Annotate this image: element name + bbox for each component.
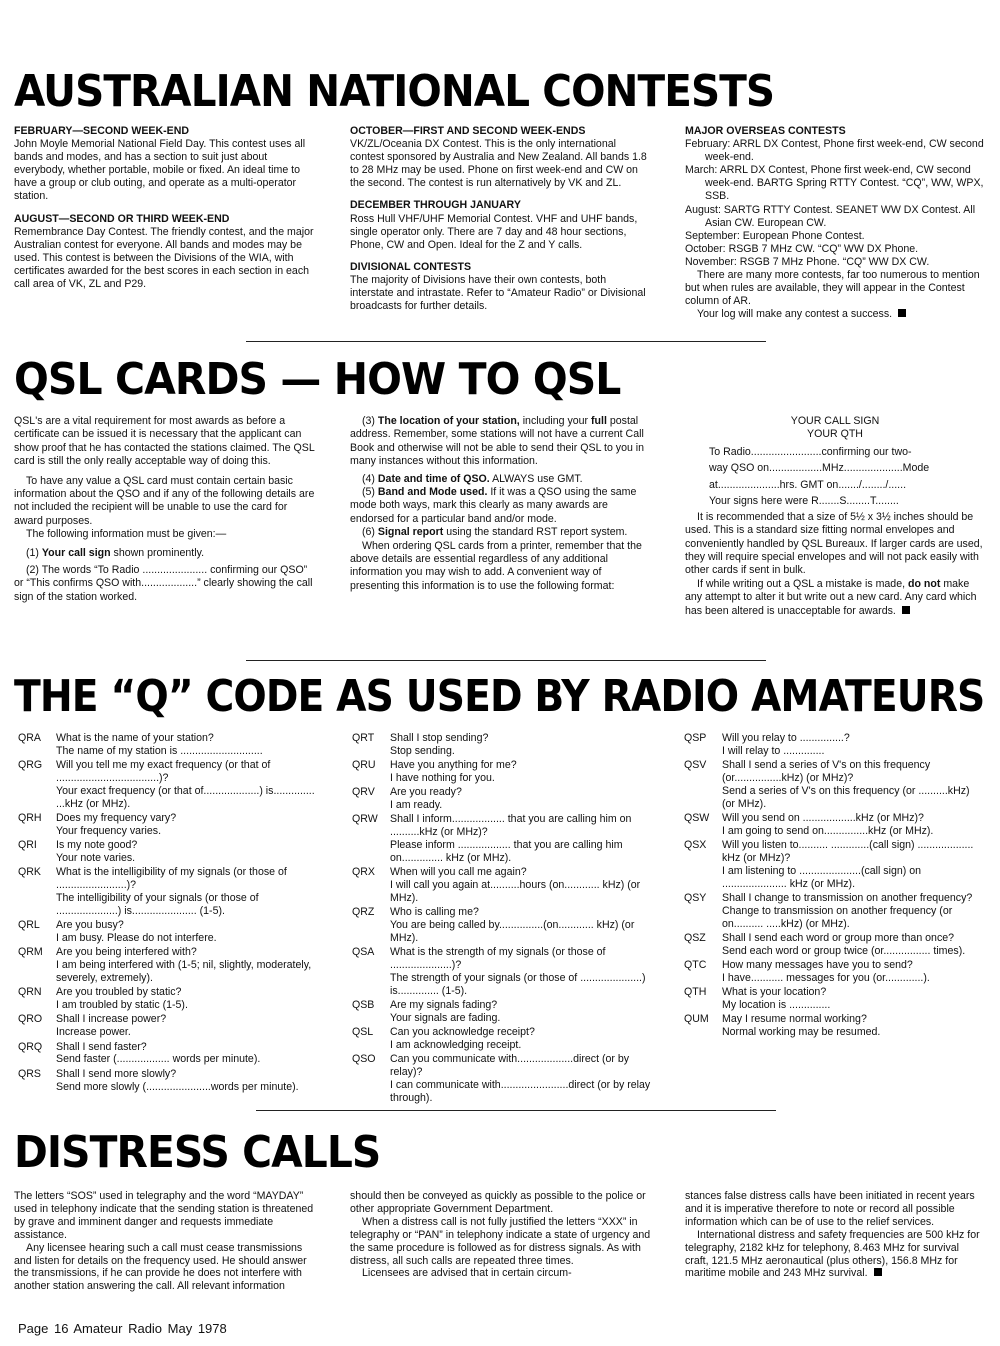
distress-para-1: The letters “SOS” used in telegraphy and the word “MAYDAY” used in telephony indicate that the sending station is threatened by grave and imminent danger and requests immediate assistance. (14, 1190, 314, 1241)
qcode-entry (352, 1053, 652, 1105)
contest-heading: DIVISIONAL CONTESTS (350, 260, 472, 273)
form-line-2: way QSO on..................MHz....................Mode (709, 462, 930, 475)
qcode-question: May I resume normal working? (722, 1013, 867, 1026)
qcode-question: When will you call me again? (390, 866, 527, 879)
qcode-abbrev: QSX (684, 839, 707, 852)
qcode-text (56, 919, 318, 945)
log-success-text: Your log will make any contest a success. (685, 308, 985, 321)
qcode-question: Who is calling me? (390, 906, 479, 919)
qcode-answer: Your note varies. (56, 852, 136, 865)
qcode-abbrev: QSO (352, 1053, 376, 1066)
qcode-entry (684, 839, 985, 891)
divider-2 (246, 660, 766, 661)
magazine-page (14, 0, 990, 1346)
qcode-answer: I am busy. Please do not interfere. (56, 932, 217, 945)
qcode-text (56, 946, 318, 985)
qcode-answer: I will relay to .............. (722, 744, 825, 757)
qcode-abbrev: QRI (18, 839, 37, 852)
divider-1 (246, 341, 766, 342)
contest-heading: DECEMBER THROUGH JANUARY (350, 199, 521, 212)
qcode-entry (684, 932, 985, 958)
qcode-text (722, 986, 985, 1012)
qcode-text (722, 959, 985, 985)
qcode-question: Have you anything for me? (390, 759, 517, 772)
qcode-text (722, 759, 985, 811)
qcode-question: What is the intelligibility of my signals (or those of ........................)? (56, 866, 287, 892)
overseas-contest-item: March: ARRL DX Contest, Phone first week-end, CW second week-end. BARTG Spring RTTY Contest. “CQ”, WW, WPX, SSB. (685, 164, 984, 203)
qcode-abbrev: QRH (18, 812, 42, 825)
overseas-contest-item: September: European Phone Contest. (685, 229, 865, 242)
qcode-abbrev: QRG (18, 759, 43, 772)
distress-para-2: Any licensee hearing such a call must cease transmissions and listen for details on the frequency used. He should answer the transmissions, if he can provide he does not interfere with another station answering the call. All relevant information (14, 1241, 307, 1293)
qcode-answer: Change to transmission on another frequency (or on.......... .....kHz) (or MHz). (722, 904, 953, 930)
qcode-text (722, 732, 985, 758)
qcode-answer: I have nothing for you. (390, 772, 495, 785)
more-contests-text: There are many more contests, far too numerous to mention but when rules are available, they will appear in the Contest column of AR. (685, 269, 980, 308)
qcode-abbrev: QRT (352, 732, 375, 744)
qcode-text (56, 1013, 318, 1039)
qcode-text (390, 1026, 652, 1052)
end-square-icon (874, 1268, 882, 1276)
qcode-question: Can you communicate with...................direct (or by relay)? (390, 1053, 630, 1079)
qcode-question: Are you troubled by static? (56, 986, 182, 999)
qcode-answer: Your signals are fading. (390, 1012, 501, 1025)
qcode-abbrev: QRZ (352, 906, 375, 919)
qcode-entry (18, 986, 318, 1012)
qsl-info-lead: The following information must be given:— (26, 528, 227, 541)
qcode-abbrev: QSL (352, 1026, 374, 1039)
qcode-answer: Your exact frequency (or that of...................) is.............. ...kHz (or MHz). (56, 784, 315, 810)
qcode-text (56, 1068, 318, 1094)
qcode-col-1 (18, 732, 318, 1095)
qcode-question: Are you busy? (56, 919, 124, 932)
qcode-abbrev: QRA (18, 732, 41, 744)
qcode-question: Is my note good? (56, 839, 138, 852)
distress-para-3: should then be conveyed as quickly as possible to the police or other appropriate Government Department. (350, 1190, 646, 1215)
contest-text: VK/ZL/Oceania DX Contest. This is the only international contest sponsored by Australia and New Zealand. All bands 1.8 to 28 MHz may be used. Phone on first week-end and CW on the second. The contest is run alternatively by VK and ZL. (350, 138, 647, 190)
qsl-col-3 (685, 415, 985, 618)
qcode-answer: I am going to send on...............kHz (or MHz). (722, 824, 934, 837)
qcode-entry (684, 1013, 985, 1039)
qsl-title: QSL CARDS — HOW TO QSL (14, 354, 621, 405)
qcode-question: What is your location? (722, 986, 827, 999)
qcode-question: Shall I send more slowly? (56, 1067, 177, 1080)
qcode-question: How many messages have you to send? (722, 959, 913, 972)
qcode-text (390, 906, 652, 945)
qcode-question: What is the name of your station? (56, 732, 214, 744)
contest-text: Ross Hull VHF/UHF Memorial Contest. VHF and UHF bands, single operator only. There are 7 day and 48 hour sections, Phone, CW and Open. Ideal for the Z and Y calls. (350, 212, 638, 251)
qcode-abbrev: QTC (684, 959, 707, 972)
qcode-abbrev: QRV (352, 786, 375, 799)
qcode-abbrev: QRN (18, 986, 42, 999)
qcode-col-3 (684, 732, 985, 1041)
distress-col-2 (350, 1190, 652, 1280)
qcode-entry (18, 946, 318, 985)
qcode-abbrev: QRW (352, 813, 378, 826)
qcode-entry (18, 919, 318, 945)
qcode-question: Will you listen to.......... .............(call sign) ................... kHz (or MHz)? (722, 839, 974, 865)
qcode-question: Will you send on ..................kHz (or MHz)? (722, 812, 924, 825)
qcode-entry (684, 959, 985, 985)
qcode-abbrev: QRM (18, 946, 43, 959)
qcode-answer: Send more slowly (......................words per minute). (56, 1080, 299, 1093)
qcode-abbrev: QSA (352, 946, 375, 959)
qcode-answer: Please inform .................. that you are calling him on.............. kHz (or MHz). (390, 839, 623, 865)
end-square-icon (898, 309, 906, 317)
contest-text: John Moyle Memorial National Field Day. This contest uses all bands and modes, and has a section to suit just about everybody, whether portable, mobile or fixed. An ideal time to have a group or club outing, and operate as a multi-operator station. (14, 138, 306, 203)
qcode-answer: Send a series of V's on this frequency (or ..........kHz) (or MHz). (722, 784, 970, 810)
qcode-entry (18, 866, 318, 918)
qcode-answer: My location is .............. (722, 999, 831, 1012)
contest-text: The majority of Divisions have their own contests, both interstate and intrastate. Refer to “Amateur Radio” or Divisional broadcasts for further details. (350, 273, 646, 313)
qcode-entry (352, 813, 652, 865)
contests-title: AUSTRALIAN NATIONAL CONTESTS (14, 66, 775, 117)
qcode-question: Will you tell me my exact frequency (or that of ...................................)? (56, 759, 271, 785)
qcode-abbrev: QSV (684, 759, 707, 772)
qsl-value-text: To have any value a QSL card must contain certain basic information about the QSO and if any of the following details are not included the recipient will be unable to use the card for award purposes. (14, 474, 315, 527)
qcode-entry (684, 732, 985, 758)
divider-3 (256, 1110, 776, 1111)
qcode-entry (352, 866, 652, 905)
contest-heading: AUGUST—SECOND OR THIRD WEEK-END (14, 212, 230, 225)
qcode-abbrev: QRK (18, 866, 41, 879)
qcode-text (390, 813, 652, 865)
qcode-abbrev: QSP (684, 732, 707, 744)
qcode-answer: I am troubled by static (1-5). (56, 999, 188, 1012)
qcode-entry (18, 1013, 318, 1039)
qcode-answer: Send each word or group twice (or................ times). (722, 944, 966, 957)
qsl-format-form (685, 444, 985, 510)
qcode-text (56, 812, 318, 838)
qcode-question: Shall I change to transmission on another frequency? (722, 892, 973, 905)
qcode-question: Are my signals fading? (390, 999, 498, 1012)
qcode-answer: Your frequency varies. (56, 824, 162, 837)
end-square-icon (902, 606, 910, 614)
qcode-entry (684, 892, 985, 931)
qsl-ordering-text: When ordering QSL cards from a printer, remember that the above details are essential regardless of any additional information you may wish to add. A convenient way of presenting this information is to use the following format: (350, 539, 642, 592)
contests-col-2 (350, 125, 652, 313)
qcode-text (390, 786, 652, 812)
qcode-text (56, 732, 318, 758)
qcode-text (56, 759, 318, 811)
qcode-question: What is the strength of my signals (or those of .....................)? (390, 946, 606, 972)
qcode-text (390, 866, 652, 905)
qcode-question: Shall I inform.................. that you are calling him on ..........kHz (or MHz)? (390, 813, 632, 839)
qcode-entry (352, 732, 652, 758)
qcode-answer: I am listening to .....................(call sign) on ...................... kHz (or MHz). (722, 864, 922, 890)
qcode-question: Are you being interfered with? (56, 946, 197, 959)
qcode-text (722, 1013, 985, 1039)
qcode-text (390, 999, 652, 1025)
qcode-entry (18, 1041, 318, 1067)
qcode-text (56, 1041, 318, 1067)
overseas-contest-item: February: ARRL DX Contest, Phone first week-end, CW second week-end. (685, 138, 984, 164)
qcode-text (390, 946, 652, 998)
qcode-entry (684, 812, 985, 838)
qcode-answer: You are being called by...............(on............ kHz) (or MHz). (390, 919, 635, 945)
qsl-item-3: (3) The location of your station, including your full postal address. Remember, some stations will not have a current Call Book and otherwise will not be able to send their QSL to you in many instances without this information. (350, 415, 645, 468)
form-line-1: To Radio........................confirming our two- (709, 445, 912, 458)
qcode-abbrev: QSW (684, 812, 710, 825)
qcode-answer: Normal working may be resumed. (722, 1026, 881, 1039)
qsl-item-2: (2) The words “To Radio ...................... confirming our QSO” or “This confirms QSO with...................” clearly showing the call sign of the station worked. (14, 564, 313, 603)
overseas-contest-item: November: RSGB 7 MHz Phone. “CQ” WW DX CW. (685, 255, 930, 268)
qcode-entry (684, 986, 985, 1012)
qcode-text (390, 732, 652, 758)
qcode-abbrev: QRU (352, 759, 376, 772)
qcode-text (722, 932, 985, 958)
qcode-answer: Increase power. (56, 1026, 131, 1039)
contest-text: Remembrance Day Contest. The friendly contest, and the major Australian contest for everyone. All bands and modes may be used. This contest is between the Divisions of the WIA, with certificates awarded for the best scores in each section in each call area of VK, ZL and P29. (14, 225, 314, 291)
qcode-answer: The strength of your signals (or those of .....................) is.............. (1-5). (390, 972, 646, 997)
distress-title: DISTRESS CALLS (14, 1127, 381, 1178)
qcode-answer: The name of my station is ............................ (56, 744, 263, 757)
qcode-abbrev: QRS (18, 1067, 41, 1080)
qcode-question: Shall I send each word or group more than once? (722, 932, 955, 945)
qcode-entry (18, 1068, 318, 1094)
distress-col-1 (14, 1190, 318, 1293)
distress-para-5: Licensees are advised that in certain circum- (362, 1267, 572, 1280)
distress-para-7: International distress and safety frequencies are 500 kHz for telegraphy, 2182 kHz for telephony, 8.463 MHz for survival craft, 121.5 MHz aeronautical (plus others), 156.8 MHz for maritime mobile and 243 MHz survival. (685, 1228, 980, 1280)
qcode-answer: I am acknowledging receipt. (390, 1039, 522, 1052)
qcode-abbrev: QRX (352, 866, 375, 879)
qcode-abbrev: QSY (684, 892, 707, 905)
qcode-entry (18, 732, 318, 758)
qcode-text (56, 839, 318, 865)
qcode-abbrev: QUM (684, 1013, 709, 1026)
overseas-heading: MAJOR OVERSEAS CONTESTS (685, 125, 846, 137)
qcode-entry (352, 999, 652, 1025)
qcode-entry (352, 946, 652, 998)
qcode-answer: Send faster (.................. words per minute). (56, 1053, 261, 1066)
qcode-answer: I can communicate with.......................direct (or by relay through). (390, 1079, 651, 1105)
qcode-answer: I have........... messages for you (or.............). (722, 972, 930, 985)
qcode-abbrev: QRO (18, 1013, 43, 1026)
qcode-abbrev: QRL (18, 919, 40, 932)
qcode-entry (18, 759, 318, 811)
distress-para-6: stances false distress calls have been initiated in recent years and it is imperative therefore to note or record all possible information which can be of use to the relief services. (685, 1190, 975, 1228)
qcode-abbrev: QTH (684, 986, 707, 999)
qcode-col-2 (352, 732, 652, 1106)
qcode-entry (352, 906, 652, 945)
qcode-question: Shall I increase power? (56, 1013, 167, 1026)
qcode-question: Can you acknowledge receipt? (390, 1026, 535, 1039)
contests-col-1 (14, 125, 318, 291)
qcode-entry (18, 839, 318, 865)
qcode-text (390, 759, 652, 785)
distress-para-4: When a distress call is not fully justified the letters “XXX” in telegraphy or “PAN” in telephony indicate a state of urgency and the same procedure is followed as for distress signals. As with distress, all such calls are repeated three times. (350, 1215, 651, 1267)
qcode-abbrev: QSB (352, 999, 375, 1012)
qcode-entry (352, 1026, 652, 1052)
qcode-entry (352, 759, 652, 785)
qcode-answer: I will call you again at..........hours (on............ kHz) (or MHz). (390, 879, 641, 905)
qsl-item-6: (6) Signal report using the standard RST report system. (362, 526, 628, 539)
qcode-question: Are you ready? (390, 786, 462, 799)
qsl-col-1 (14, 415, 318, 604)
form-line-3: at.....................hrs. GMT on......./......../...... (709, 478, 907, 491)
distress-col-3 (685, 1190, 985, 1280)
qcode-text (722, 839, 985, 891)
qcode-abbrev: QRQ (18, 1040, 43, 1053)
qsl-col-2 (350, 415, 652, 593)
qsl-mistake-text: If while writing out a QSL a mistake is made, do not make any attempt to alter it but write out a new card. Any card which has been altered is unacceptable for awards. (685, 577, 977, 617)
qcode-question: Shall I send faster? (56, 1040, 147, 1053)
contest-heading: OCTOBER—FIRST AND SECOND WEEK-ENDS (350, 125, 586, 137)
qcode-text (722, 812, 985, 838)
overseas-contest-item: October: RSGB 7 MHz CW. “CQ” WW DX Phone. (685, 242, 919, 255)
form-qth: YOUR QTH (807, 428, 863, 441)
qsl-intro: QSL's are a vital requirement for most awards as before a certificate can be issued it is necessary that the applicant can show proof that he has contacted the stations claimed. The QSL card is still the only really acceptable way of doing this. (14, 415, 315, 468)
contests-col-3 (685, 125, 985, 321)
qsl-item-4: (4) Date and time of QSO. ALWAYS use GMT. (362, 472, 583, 485)
qcode-question: Shall I stop sending? (390, 732, 489, 744)
qcode-question: Does my frequency vary? (56, 812, 177, 825)
qcode-answer: I am ready. (390, 799, 443, 812)
form-call-sign: YOUR CALL SIGN (790, 415, 880, 427)
qcode-question: Will you relay to ...............? (722, 732, 850, 744)
qcode-title: THE “Q” CODE AS USED BY RADIO AMATEURS (14, 671, 985, 722)
qcode-abbrev: QSZ (684, 932, 706, 945)
qcode-text (56, 866, 318, 918)
qcode-answer: I am being interfered with (1-5; nil, slightly, moderately, severely, extremely). (56, 959, 312, 985)
page-footer: Page 16 Amateur Radio May 1978 (18, 1321, 227, 1336)
qcode-answer: The intelligibility of your signals (or those of .....................) is...................... (1-5). (56, 892, 259, 917)
qsl-item-1: (1) Your call sign shown prominently. (26, 546, 205, 559)
qcode-text (390, 1053, 652, 1105)
form-line-4: Your signs here were R.......S........T........ (709, 495, 899, 508)
qsl-size-text: It is recommended that a size of 5½ x 3½ inches should be used. This is a standard size fitting normal envelopes and conveniently handled by QSL Bureaux. If larger cards are used, they will require special envelopes and will not pack easily with other cards if sent in bulk. (685, 510, 983, 577)
overseas-contest-item: August: SARTG RTTY Contest. SEANET WW DX Contest. All Asian CW. European CW. (685, 203, 976, 229)
qcode-question: Shall I send a series of V's on this frequency (or................kHz) (or MHz)? (722, 759, 931, 785)
qcode-answer: Stop sending. (390, 744, 455, 757)
qcode-entry (684, 759, 985, 811)
qcode-entry (18, 812, 318, 838)
qcode-text (56, 986, 318, 1012)
qcode-text (722, 892, 985, 931)
qsl-item-5: (5) Band and Mode used. If it was a QSO using the same mode both ways, mark this clearly as many awards are endorsed for a particular band and/or mode. (350, 486, 637, 525)
qcode-entry (352, 786, 652, 812)
contest-heading: FEBRUARY—SECOND WEEK-END (14, 125, 189, 137)
